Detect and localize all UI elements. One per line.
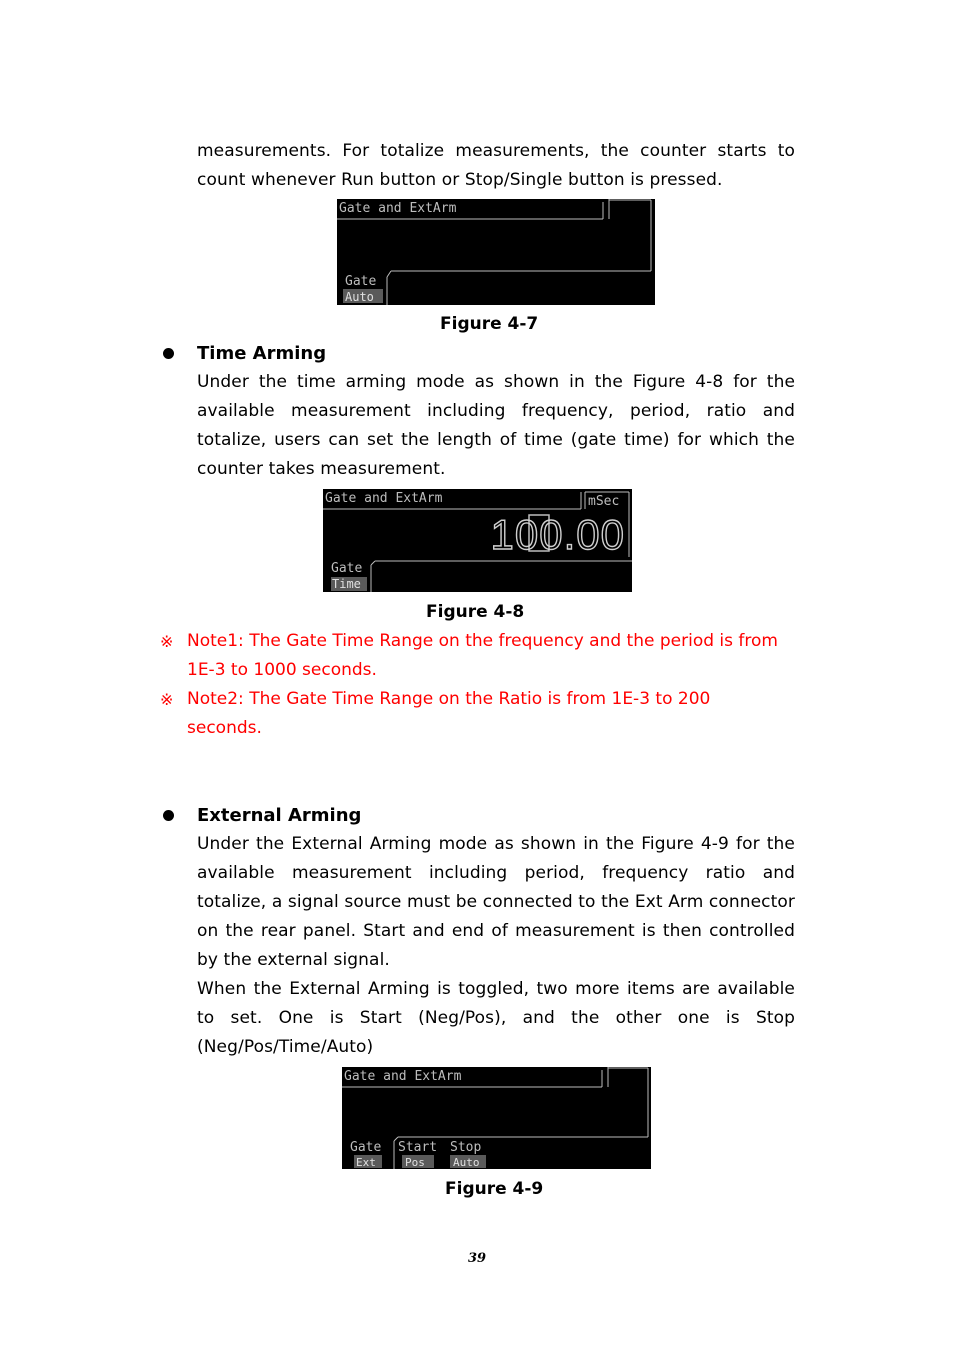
figure-4-7-gate-label: Gate xyxy=(345,274,377,289)
figure-4-9-caption: Figure 4-9 xyxy=(445,1179,544,1199)
external-arming-heading: External Arming xyxy=(197,805,362,826)
note-2-line-2: seconds. xyxy=(187,718,262,738)
figure-4-8-gate-label: Gate xyxy=(331,561,363,576)
figure-4-8-gate-value: Time xyxy=(332,577,361,591)
figure-4-9-start-value: Pos xyxy=(405,1156,425,1169)
intro-paragraph xyxy=(197,137,795,195)
intro-line-2: count whenever Run button or Stop/Single button is pressed. xyxy=(197,170,723,190)
time-arming-paragraph xyxy=(197,368,795,484)
note-1-line-2: 1E-3 to 1000 seconds. xyxy=(187,660,377,680)
external-arming-line-6: When the External Arming is toggled, two more items are available xyxy=(197,979,795,999)
external-arming-paragraph xyxy=(197,830,795,1062)
figure-4-7-gate-value: Auto xyxy=(345,290,374,304)
external-arming-line-2: available measurement including period, frequency ratio and xyxy=(197,863,795,883)
note-1 xyxy=(160,627,800,685)
figure-4-8-caption: Figure 4-8 xyxy=(426,602,525,622)
figure-4-7-screen-title: Gate and ExtArm xyxy=(339,201,457,216)
page-number: 39 xyxy=(467,1251,487,1266)
external-arming-line-8: (Neg/Pos/Time/Auto) xyxy=(197,1037,374,1057)
figure-4-9-gate-value: Ext xyxy=(356,1156,376,1169)
figure-4-8-unit: mSec xyxy=(588,494,620,509)
time-arming-line-3: totalize, users can set the length of time (gate time) for which the xyxy=(197,430,795,450)
note-1-line-1: Note1: The Gate Time Range on the frequency and the period is from xyxy=(187,631,778,651)
figure-4-7-screen xyxy=(337,199,655,305)
note-2-mark: ※ xyxy=(160,690,174,709)
figure-4-8-value: 100.00 xyxy=(490,511,625,558)
note-2-line-1: Note2: The Gate Time Range on the Ratio is from 1E-3 to 200 xyxy=(187,689,711,709)
note-2 xyxy=(160,685,800,743)
external-arming-line-5: by the external signal. xyxy=(197,950,390,970)
figure-4-9-stop-label: Stop xyxy=(450,1140,482,1155)
figure-4-8-screen xyxy=(323,489,632,592)
external-arming-line-7: to set. One is Start (Neg/Pos), and the other one is Stop xyxy=(197,1008,795,1028)
external-arming-line-1: Under the External Arming mode as shown in the Figure 4-9 for the xyxy=(197,834,795,854)
time-arming-heading: Time Arming xyxy=(197,343,327,364)
note-1-mark: ※ xyxy=(160,632,174,651)
figure-4-8-screen-title: Gate and ExtArm xyxy=(325,491,443,506)
figure-4-9-gate-label: Gate xyxy=(350,1140,382,1155)
time-arming-line-1: Under the time arming mode as shown in the Figure 4-8 for the xyxy=(197,372,795,392)
figure-4-7-caption: Figure 4-7 xyxy=(440,314,539,334)
figure-4-9-start-label: Start xyxy=(398,1140,438,1155)
time-arming-line-4: counter takes measurement. xyxy=(197,459,446,479)
external-arming-bullet xyxy=(163,810,174,821)
figure-4-9-screen xyxy=(342,1067,651,1169)
intro-line-1: measurements. For totalize measurements, the counter starts to xyxy=(197,141,795,161)
time-arming-line-2: available measurement including frequency, period, ratio and xyxy=(197,401,795,421)
figure-4-9-stop-value: Auto xyxy=(453,1156,480,1169)
external-arming-line-4: on the rear panel. Start and end of measurement is then controlled xyxy=(197,921,795,941)
external-arming-line-3: totalize, a signal source must be connected to the Ext Arm connector xyxy=(197,892,795,912)
time-arming-bullet xyxy=(163,348,174,359)
figure-4-9-screen-title: Gate and ExtArm xyxy=(344,1069,462,1084)
